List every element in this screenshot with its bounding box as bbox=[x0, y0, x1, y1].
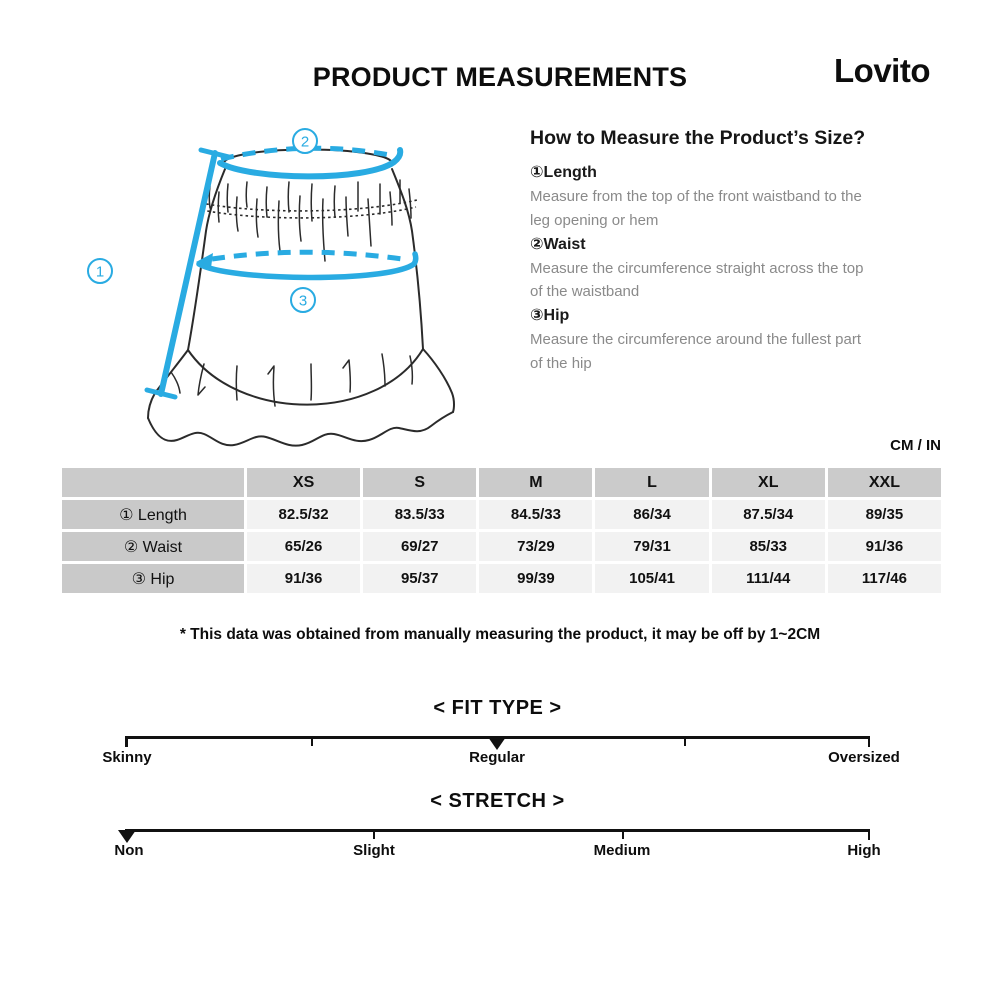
size-table bbox=[62, 468, 941, 593]
svg-text:1: 1 bbox=[95, 263, 105, 281]
table-cell: 111/44 bbox=[712, 564, 825, 593]
table-cell: 86/34 bbox=[595, 500, 708, 529]
stretch-label-high: High bbox=[847, 842, 881, 859]
waist-desc-line: of the waistband bbox=[530, 283, 640, 301]
table-cell: 69/27 bbox=[363, 532, 476, 561]
stretch-tick-medium bbox=[622, 829, 624, 839]
waist-label: ②Waist bbox=[530, 235, 586, 253]
col-header-m: M bbox=[479, 468, 592, 497]
measurement-marks bbox=[88, 129, 416, 397]
length-label: ①Length bbox=[530, 164, 597, 181]
fit-tick-threequarter bbox=[684, 736, 686, 746]
table-cell: 65/26 bbox=[247, 532, 360, 561]
measurement-disclaimer: * This data was obtained from manually measuring the product, it may be off by 1~2CM bbox=[179, 626, 821, 643]
row-label-length: ① Length bbox=[62, 500, 244, 529]
stretch-label-medium: Medium bbox=[593, 842, 651, 859]
waist-gathers bbox=[209, 180, 411, 261]
table-cell: 91/36 bbox=[828, 532, 941, 561]
table-cell: 79/31 bbox=[595, 532, 708, 561]
col-header-xl: XL bbox=[712, 468, 825, 497]
marker-3 bbox=[291, 288, 315, 312]
fit-label-oversized: Oversized bbox=[828, 749, 900, 766]
brand-logo: Lovito bbox=[834, 52, 930, 89]
stretch-label-slight: Slight bbox=[353, 842, 395, 859]
table-cell: 87.5/34 bbox=[712, 500, 825, 529]
table-cell: 99/39 bbox=[479, 564, 592, 593]
row-label-waist: ② Waist bbox=[62, 532, 244, 561]
stretch-axis bbox=[125, 829, 870, 832]
units-label: CM / IN bbox=[890, 437, 941, 454]
table-corner-cell bbox=[62, 468, 244, 497]
how-to-measure-section bbox=[530, 127, 950, 376]
waist-desc-line: Measure the circumference straight across the top bbox=[530, 259, 864, 277]
fit-tick-end bbox=[868, 736, 871, 747]
fit-label-regular: Regular bbox=[469, 749, 525, 766]
page-title: PRODUCT MEASUREMENTS bbox=[312, 62, 688, 92]
table-cell: 82.5/32 bbox=[247, 500, 360, 529]
row-label-hip: ③ Hip bbox=[62, 564, 244, 593]
table-cell: 84.5/33 bbox=[479, 500, 592, 529]
svg-text:2: 2 bbox=[300, 133, 310, 151]
col-header-xs: XS bbox=[247, 468, 360, 497]
col-header-xxl: XXL bbox=[828, 468, 941, 497]
stretch-label-non: Non bbox=[114, 842, 144, 859]
col-header-l: L bbox=[595, 468, 708, 497]
how-to-heading: How to Measure the Product’s Size? bbox=[530, 127, 866, 149]
fit-type-heading: < FIT TYPE > bbox=[433, 697, 562, 719]
table-cell: 85/33 bbox=[712, 532, 825, 561]
length-desc-line: leg opening or hem bbox=[530, 211, 659, 229]
ruffle-folds bbox=[171, 354, 412, 406]
fit-tick-quarter bbox=[311, 736, 313, 746]
skirt-diagram-image bbox=[58, 113, 520, 458]
table-cell: 117/46 bbox=[828, 564, 941, 593]
hip-desc-line: Measure the circumference around the fullest part bbox=[530, 331, 862, 349]
table-cell: 95/37 bbox=[363, 564, 476, 593]
table-cell: 91/36 bbox=[247, 564, 360, 593]
table-cell: 73/29 bbox=[479, 532, 592, 561]
length-desc-line: Measure from the top of the front waistband to the bbox=[530, 188, 862, 205]
stretch-heading: < STRETCH > bbox=[430, 790, 565, 812]
hip-measure-solid bbox=[199, 254, 416, 278]
fit-type-scale bbox=[102, 697, 900, 772]
stretch-scale bbox=[114, 790, 881, 865]
hip-measure-dashed bbox=[212, 252, 409, 260]
hip-desc-line: of the hip bbox=[530, 354, 592, 372]
fit-type-axis bbox=[125, 736, 870, 739]
table-cell: 89/35 bbox=[828, 500, 941, 529]
stretch-tick-end bbox=[868, 829, 871, 840]
marker-1 bbox=[88, 259, 112, 283]
svg-text:3: 3 bbox=[298, 292, 308, 310]
hip-label: ③Hip bbox=[530, 307, 570, 325]
table-cell: 105/41 bbox=[595, 564, 708, 593]
marker-2 bbox=[293, 129, 317, 153]
fit-tick-start bbox=[125, 736, 128, 747]
table-cell: 83.5/33 bbox=[363, 500, 476, 529]
col-header-s: S bbox=[363, 468, 476, 497]
stretch-tick-slight bbox=[373, 829, 375, 839]
length-measure-line bbox=[161, 153, 215, 394]
fit-label-skinny: Skinny bbox=[102, 749, 152, 766]
